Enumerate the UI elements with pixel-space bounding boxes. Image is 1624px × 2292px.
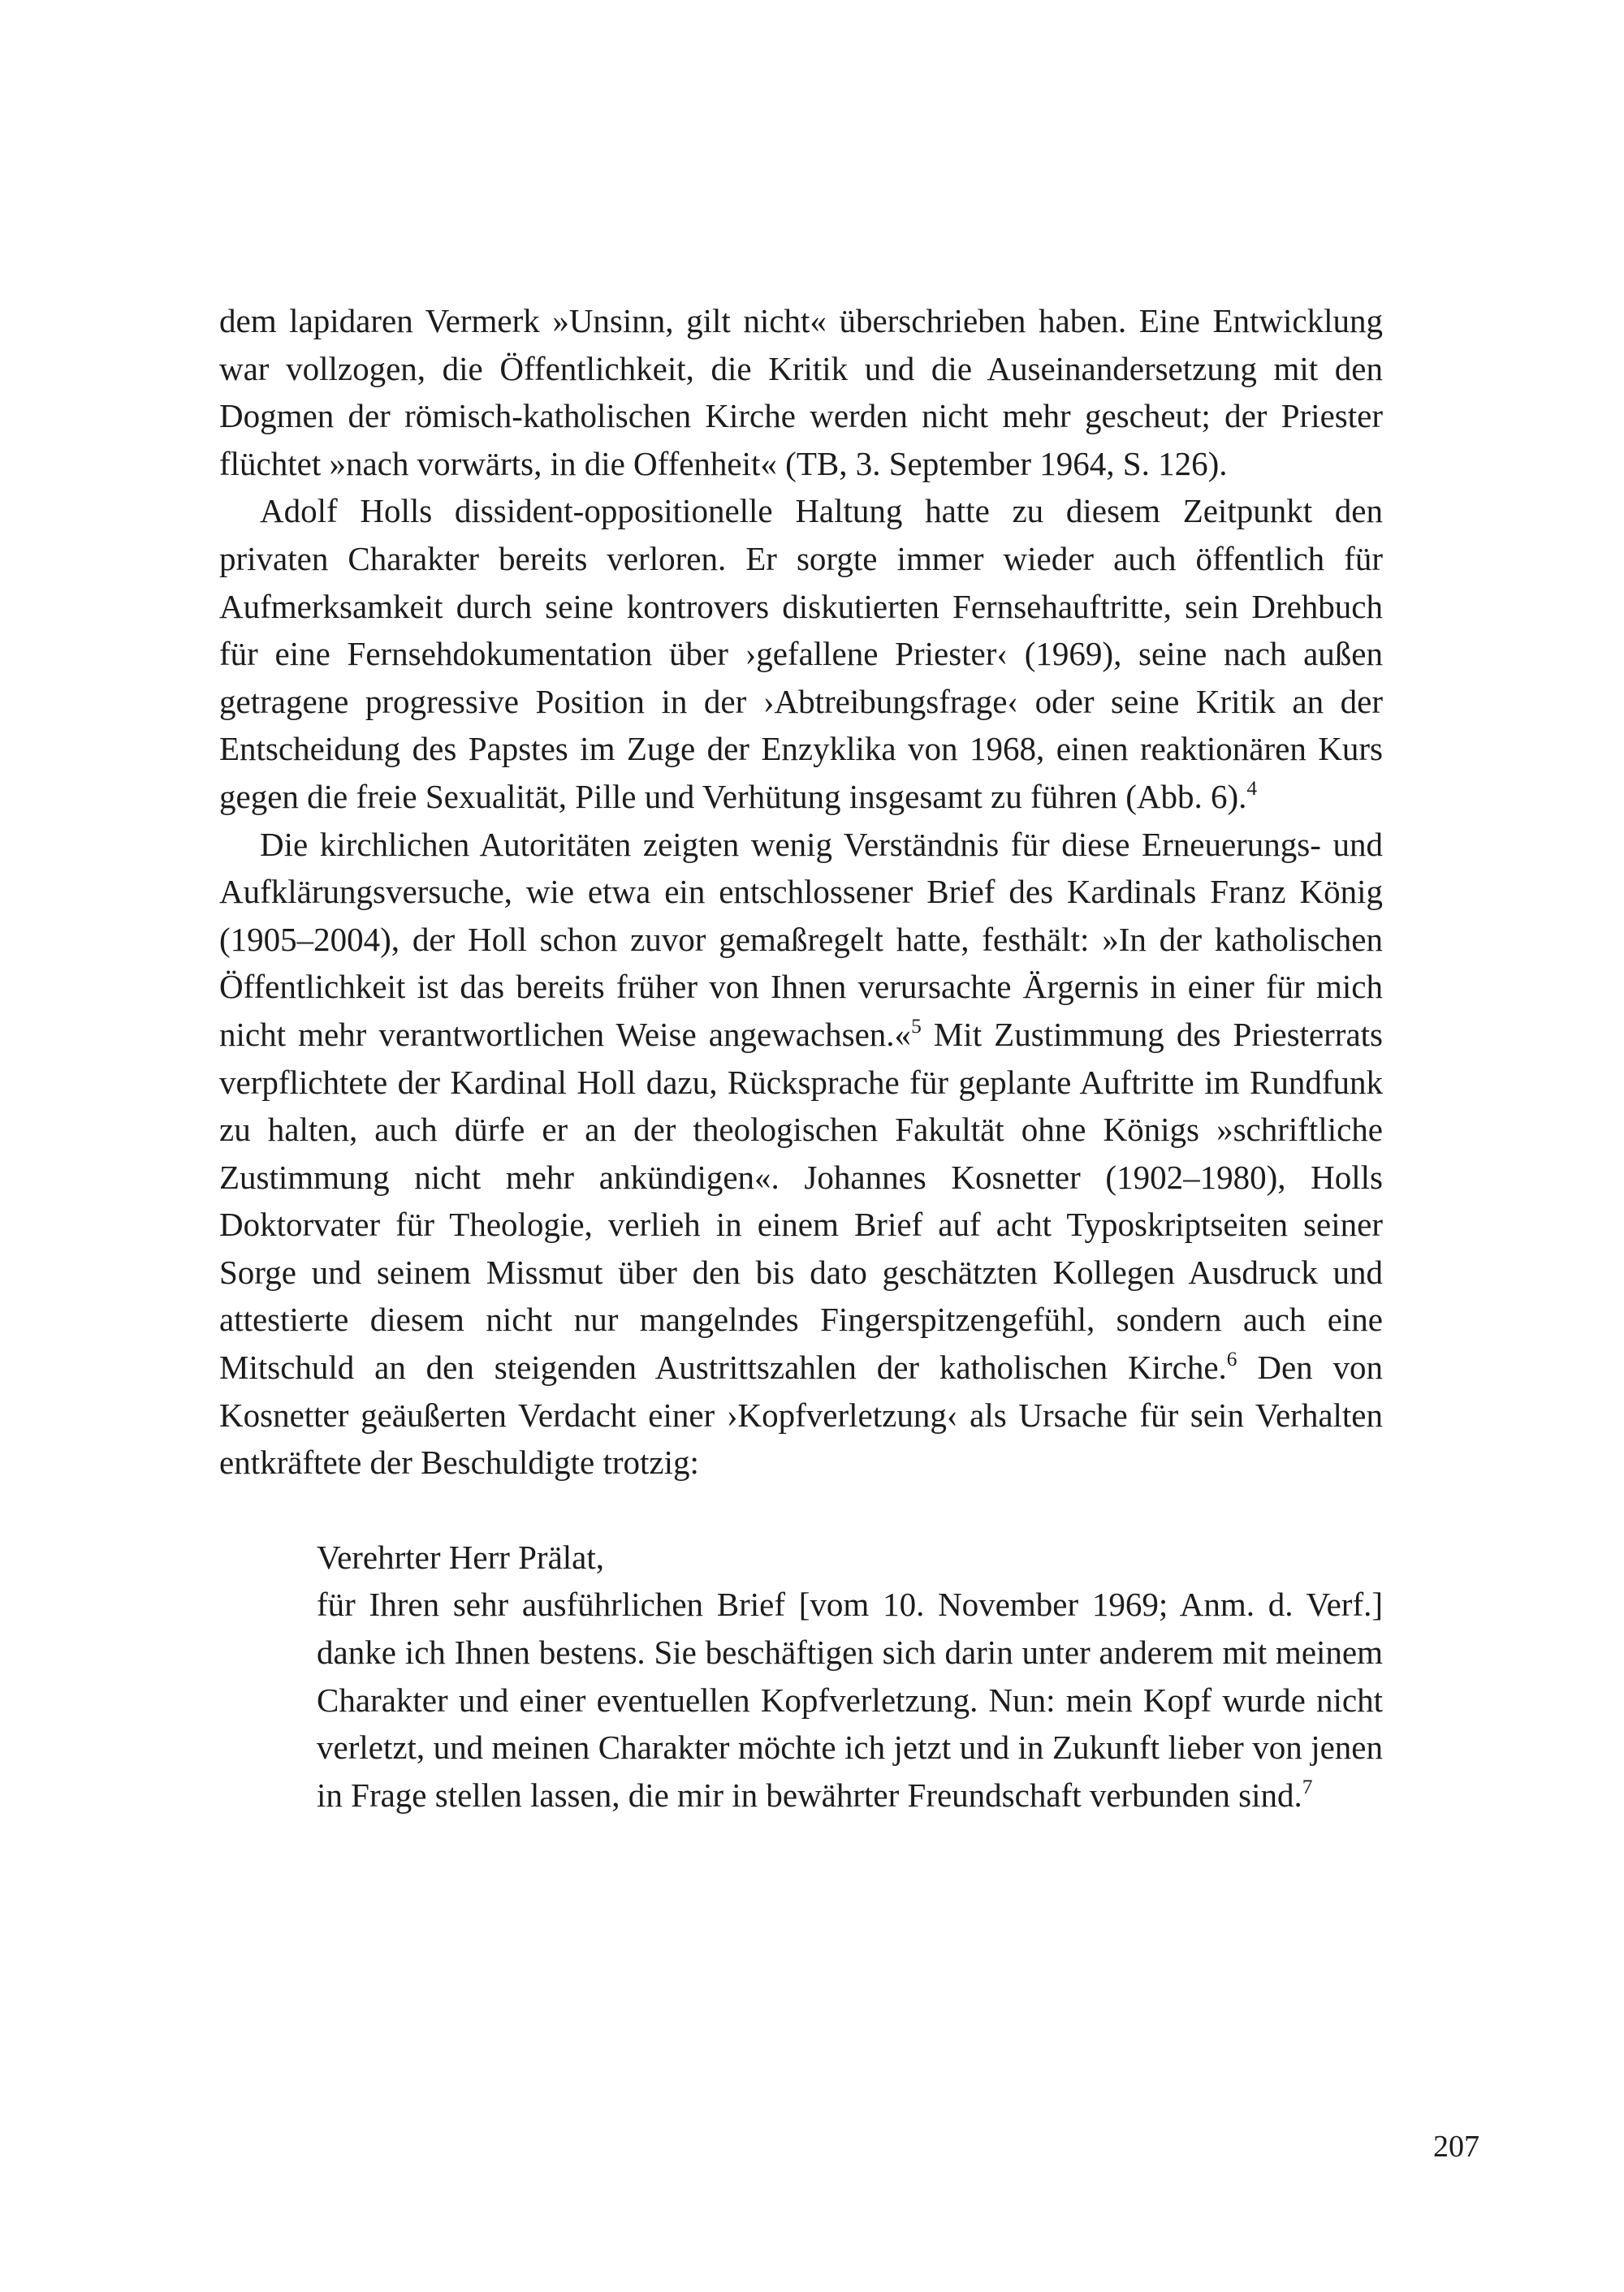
quote-body — [317, 1581, 1383, 1819]
paragraph-3-text: Die kirchlichen Autoritäten zeigten wenig Verständnis für diese Erneuerungs- und Aufklärungsversuche, wie etwa ein entschlossener Brief des Kardinals Franz König (1905–2004), der Holl schon zuvor gemaßregelt hatte, festhält: »In der katholischen Öffentlichkeit ist das bereits früher von Ihnen verursachte Ärgernis in einer für mich nicht mehr verantwortlichen Weise angewachsen.« — [219, 825, 1383, 1053]
paragraph-1 — [219, 297, 1383, 487]
page-number: 207 — [1433, 2130, 1479, 2164]
body-text — [219, 297, 1383, 1819]
paragraph-2 — [219, 487, 1383, 820]
footnote-marker: 6 — [1226, 1348, 1237, 1371]
quote-salutation: Verehrter Herr Prälat, — [317, 1538, 605, 1576]
paragraph-3-text: Den von Kosnetter geäußerten Verdacht einer ›Kopfverletzung‹ als Ursache für sein Verhalten entkräftete der Beschuldigte trotzig: — [219, 1349, 1384, 1482]
block-quote — [317, 1534, 1383, 1819]
footnote-marker: 5 — [911, 1014, 922, 1038]
paragraph-3-text: Mit Zustimmung des Priesterrats verpflichtete der Kardinal Holl dazu, Rücksprache für geplante Auftritte im Rundfunk zu halten, auch dürfe er an der theologischen Fakultät ohne Königs »schriftliche Zustimmung nicht mehr ankündigen«. Johannes Kosnetter (1902–1980), Holls Doktorvater für Theologie, verlieh in einem Brief auf acht Typoskriptseiten seiner Sorge und seinem Missmut über den bis dato geschätzten Kollegen Ausdruck und attestierte diesem nicht nur mangelndes Fingerspitzengefühl, sondern auch eine Mitschuld an den steigenden Austrittszahlen der katholischen Kirche. — [219, 1015, 1383, 1387]
paragraph-3 — [219, 821, 1383, 1487]
paragraph-1-text: dem lapidaren Vermerk »Unsinn, gilt nicht« überschrieben haben. Eine Entwicklung war vollzogen, die Öffentlichkeit, die Kritik und die Auseinandersetzung mit den Dogmen der römisch-katholischen Kirche werden nicht mehr gescheut; der Priester flüchtet »nach vorwärts, in die Offenheit« (TB, 3. September 1964, S. 126). — [219, 302, 1383, 482]
quote-body-text: für Ihren sehr ausführlichen Brief [vom 10. November 1969; Anm. d. Verf.] danke ich Ihnen bestens. Sie beschäftigen sich darin unter anderem mit meinem Charakter und einer eventuellen Kopfverletzung. Nun: mein Kopf wurde nicht verletzt, und meinen Charakter möchte ich jetzt und in Zukunft lieber von jenen in Frage stellen lassen, die mir in bewährter Freundschaft verbunden sind. — [317, 1586, 1383, 1814]
footnote-marker: 4 — [1246, 777, 1258, 801]
paragraph-2-text: Adolf Holls dissident-oppositionelle Haltung hatte zu diesem Zeitpunkt den privaten Charakter bereits verloren. Er sorgte immer wieder auch öffentlich für Aufmerksamkeit durch seine kontrovers diskutierten Fernsehauftritte, sein Drehbuch für eine Fernsehdokumentation über ›gefallene Priester‹ (1969), seine nach außen getragene progressive Position in der ›Abtreibungsfrage‹ oder seine Kritik an der Entscheidung des Papstes im Zuge der Enzyklika von 1968, einen reaktionären Kurs gegen die freie Sexualität, Pille und Verhütung insgesamt zu führen (Abb. 6). — [219, 492, 1383, 815]
footnote-marker: 7 — [1302, 1775, 1313, 1798]
